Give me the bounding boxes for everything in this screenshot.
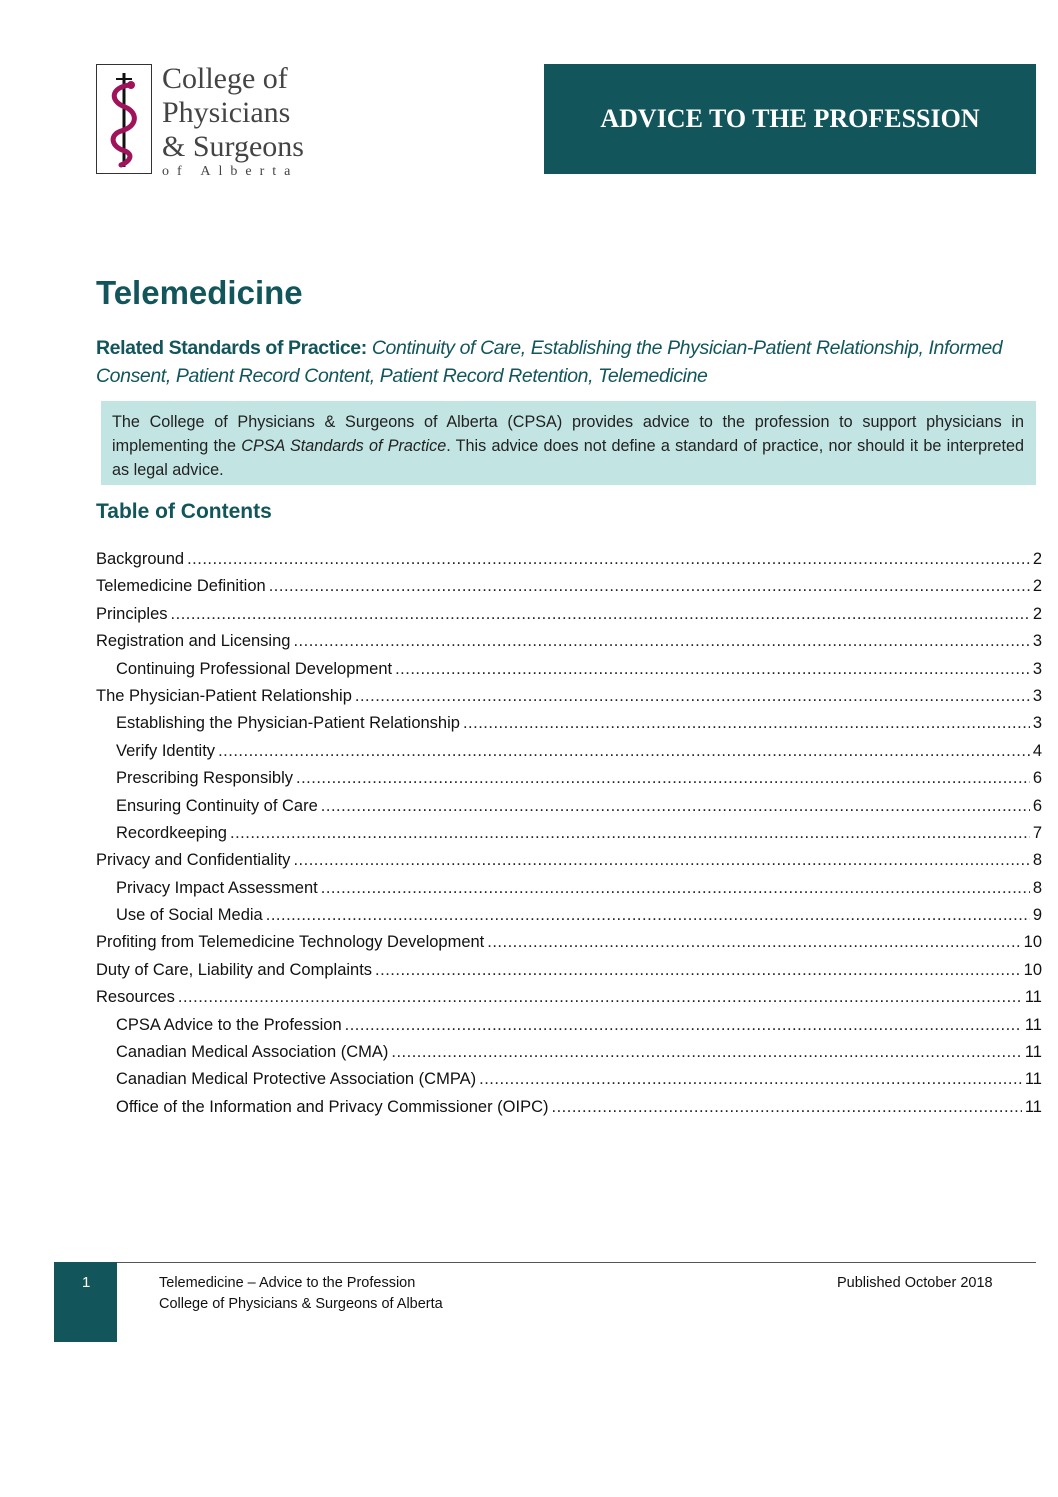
- toc-entry[interactable]: [96, 742, 1042, 769]
- toc-dot-leader: [375, 961, 1021, 980]
- toc-dot-leader: [355, 687, 1030, 706]
- logo-wordmark: College of Physicians & Surgeons of Alberta: [162, 62, 304, 179]
- toc-dot-leader: [321, 879, 1030, 898]
- page-number-tab: [54, 1262, 117, 1342]
- toc-entry-label: Office of the Information and Privacy Commissioner (OIPC): [116, 1097, 549, 1116]
- toc-entry[interactable]: [96, 906, 1042, 933]
- toc-dot-leader: [395, 660, 1030, 679]
- toc-entry-page: 2: [1032, 604, 1042, 623]
- toc-entry-label: The Physician-Patient Relationship: [96, 686, 352, 705]
- toc-dot-leader: [321, 797, 1030, 816]
- disclaimer-text-2: . This advice does not define a standard of practice, nor should it be interpreted as legal advice.: [112, 437, 1024, 479]
- toc-entry-page: 2: [1032, 550, 1042, 568]
- toc-entry[interactable]: [96, 1043, 1042, 1070]
- toc-dot-leader: [293, 632, 1029, 651]
- toc-entry[interactable]: [96, 660, 1042, 687]
- related-standards-list: Continuity of Care, Establishing the Physician-Patient Relationship, Informed Consent, Patient Record Content, Patient Record Retention, Telemedicine: [96, 337, 1003, 387]
- footer-doc-title: Telemedicine – Advice to the Profession: [159, 1275, 416, 1291]
- toc-dot-leader: [552, 1098, 1022, 1117]
- toc-entry-page: 3: [1032, 632, 1042, 651]
- toc-entry-label: Background: [96, 550, 185, 568]
- toc-entry[interactable]: [96, 988, 1042, 1015]
- toc-entry-page: 8: [1032, 851, 1042, 870]
- toc-entry-page: 6: [1032, 769, 1042, 788]
- toc-entry-label: Registration and Licensing: [96, 632, 291, 651]
- toc-dot-leader: [391, 1043, 1021, 1062]
- toc-entry[interactable]: [96, 1016, 1042, 1043]
- toc-dot-leader: [218, 742, 1030, 761]
- toc-dot-leader: [187, 550, 1030, 569]
- toc-entry-page: 4: [1032, 741, 1042, 760]
- toc-entry-label: Canadian Medical Protective Association (CMPA): [116, 1070, 477, 1089]
- toc-entry[interactable]: [96, 605, 1042, 632]
- toc-entry-page: 11: [1024, 1015, 1042, 1034]
- toc-entry-label: Resources: [96, 988, 175, 1007]
- toc-entry-label: Telemedicine Definition: [96, 577, 266, 596]
- caduceus-icon: [96, 64, 152, 174]
- toc-entry[interactable]: [96, 577, 1042, 604]
- toc-entry-label: CPSA Advice to the Profession: [116, 1015, 342, 1034]
- toc-entry-label: Recordkeeping: [116, 823, 227, 842]
- toc-dot-leader: [479, 1070, 1022, 1089]
- toc-entry-page: 11: [1024, 1097, 1042, 1116]
- cpsa-logo: [96, 62, 336, 179]
- toc-entry-page: 7: [1032, 823, 1042, 842]
- toc-entry[interactable]: [96, 879, 1042, 906]
- toc-dot-leader: [230, 824, 1030, 843]
- toc-entry[interactable]: [96, 769, 1042, 796]
- toc-entry-label: Verify Identity: [116, 741, 216, 760]
- toc-dot-leader: [293, 851, 1029, 870]
- toc-dot-leader: [345, 1016, 1022, 1035]
- toc-entry[interactable]: [96, 1098, 1042, 1125]
- page-number: 1: [82, 1274, 91, 1291]
- toc-entry-page: 8: [1032, 878, 1042, 897]
- toc-entry-label: Prescribing Responsibly: [116, 769, 293, 788]
- footer-document-info: [159, 1273, 443, 1315]
- toc-entry-page: 3: [1032, 714, 1042, 733]
- toc-dot-leader: [178, 988, 1022, 1007]
- toc-entry-label: Profiting from Telemedicine Technology Development: [96, 933, 485, 952]
- toc-entry-label: Privacy and Confidentiality: [96, 851, 291, 870]
- toc-entry-label: Principles: [96, 604, 168, 623]
- toc-entry[interactable]: [96, 961, 1042, 988]
- disclaimer-emphasis: CPSA Standards of Practice: [241, 437, 447, 455]
- toc-entry-page: 6: [1032, 796, 1042, 815]
- toc-entry[interactable]: [96, 933, 1042, 960]
- table-of-contents: [96, 550, 1042, 1125]
- toc-entry[interactable]: [96, 1070, 1042, 1097]
- toc-entry[interactable]: [96, 714, 1042, 741]
- document-title: Telemedicine: [96, 274, 303, 311]
- toc-entry-label: Continuing Professional Development: [116, 659, 393, 678]
- toc-entry[interactable]: [96, 632, 1042, 659]
- toc-entry-label: Establishing the Physician-Patient Relationship: [116, 714, 460, 733]
- toc-entry-page: 10: [1023, 933, 1042, 952]
- toc-entry[interactable]: [96, 550, 1042, 577]
- toc-entry[interactable]: [96, 797, 1042, 824]
- disclaimer-text-1: The College of Physicians & Surgeons of Alberta (CPSA) provides advice to the profession to support physicians in implementing the: [112, 413, 1024, 455]
- toc-entry-label: Use of Social Media: [116, 906, 263, 925]
- toc-dot-leader: [296, 769, 1030, 788]
- advice-banner: ADVICE TO THE PROFESSION: [544, 64, 1036, 174]
- toc-entry[interactable]: [96, 824, 1042, 851]
- toc-entry-label: Duty of Care, Liability and Complaints: [96, 960, 373, 979]
- toc-heading: Table of Contents: [96, 500, 272, 523]
- toc-entry-page: 11: [1024, 1043, 1042, 1062]
- toc-entry-label: Privacy Impact Assessment: [116, 878, 318, 897]
- toc-dot-leader: [171, 605, 1030, 624]
- related-standards: [96, 334, 1036, 390]
- toc-entry-page: 11: [1024, 988, 1042, 1007]
- toc-entry-page: 10: [1023, 960, 1042, 979]
- toc-entry-label: Canadian Medical Association (CMA): [116, 1043, 389, 1062]
- footer-published-date: Published October 2018: [837, 1275, 993, 1291]
- disclaimer-box: [101, 401, 1036, 485]
- toc-entry[interactable]: [96, 687, 1042, 714]
- toc-dot-leader: [487, 933, 1020, 952]
- toc-entry-page: 11: [1024, 1070, 1042, 1089]
- toc-dot-leader: [463, 714, 1030, 733]
- toc-entry-page: 3: [1032, 686, 1042, 705]
- toc-entry-page: 2: [1032, 577, 1042, 596]
- toc-dot-leader: [269, 577, 1030, 596]
- toc-dot-leader: [266, 906, 1030, 925]
- footer-divider: [117, 1262, 1036, 1263]
- toc-entry-page: 9: [1032, 906, 1042, 925]
- footer-org-name: College of Physicians & Surgeons of Alberta: [159, 1296, 443, 1312]
- toc-entry-page: 3: [1032, 659, 1042, 678]
- related-standards-label: Related Standards of Practice:: [96, 337, 367, 359]
- toc-entry-label: Ensuring Continuity of Care: [116, 796, 318, 815]
- toc-entry[interactable]: [96, 851, 1042, 878]
